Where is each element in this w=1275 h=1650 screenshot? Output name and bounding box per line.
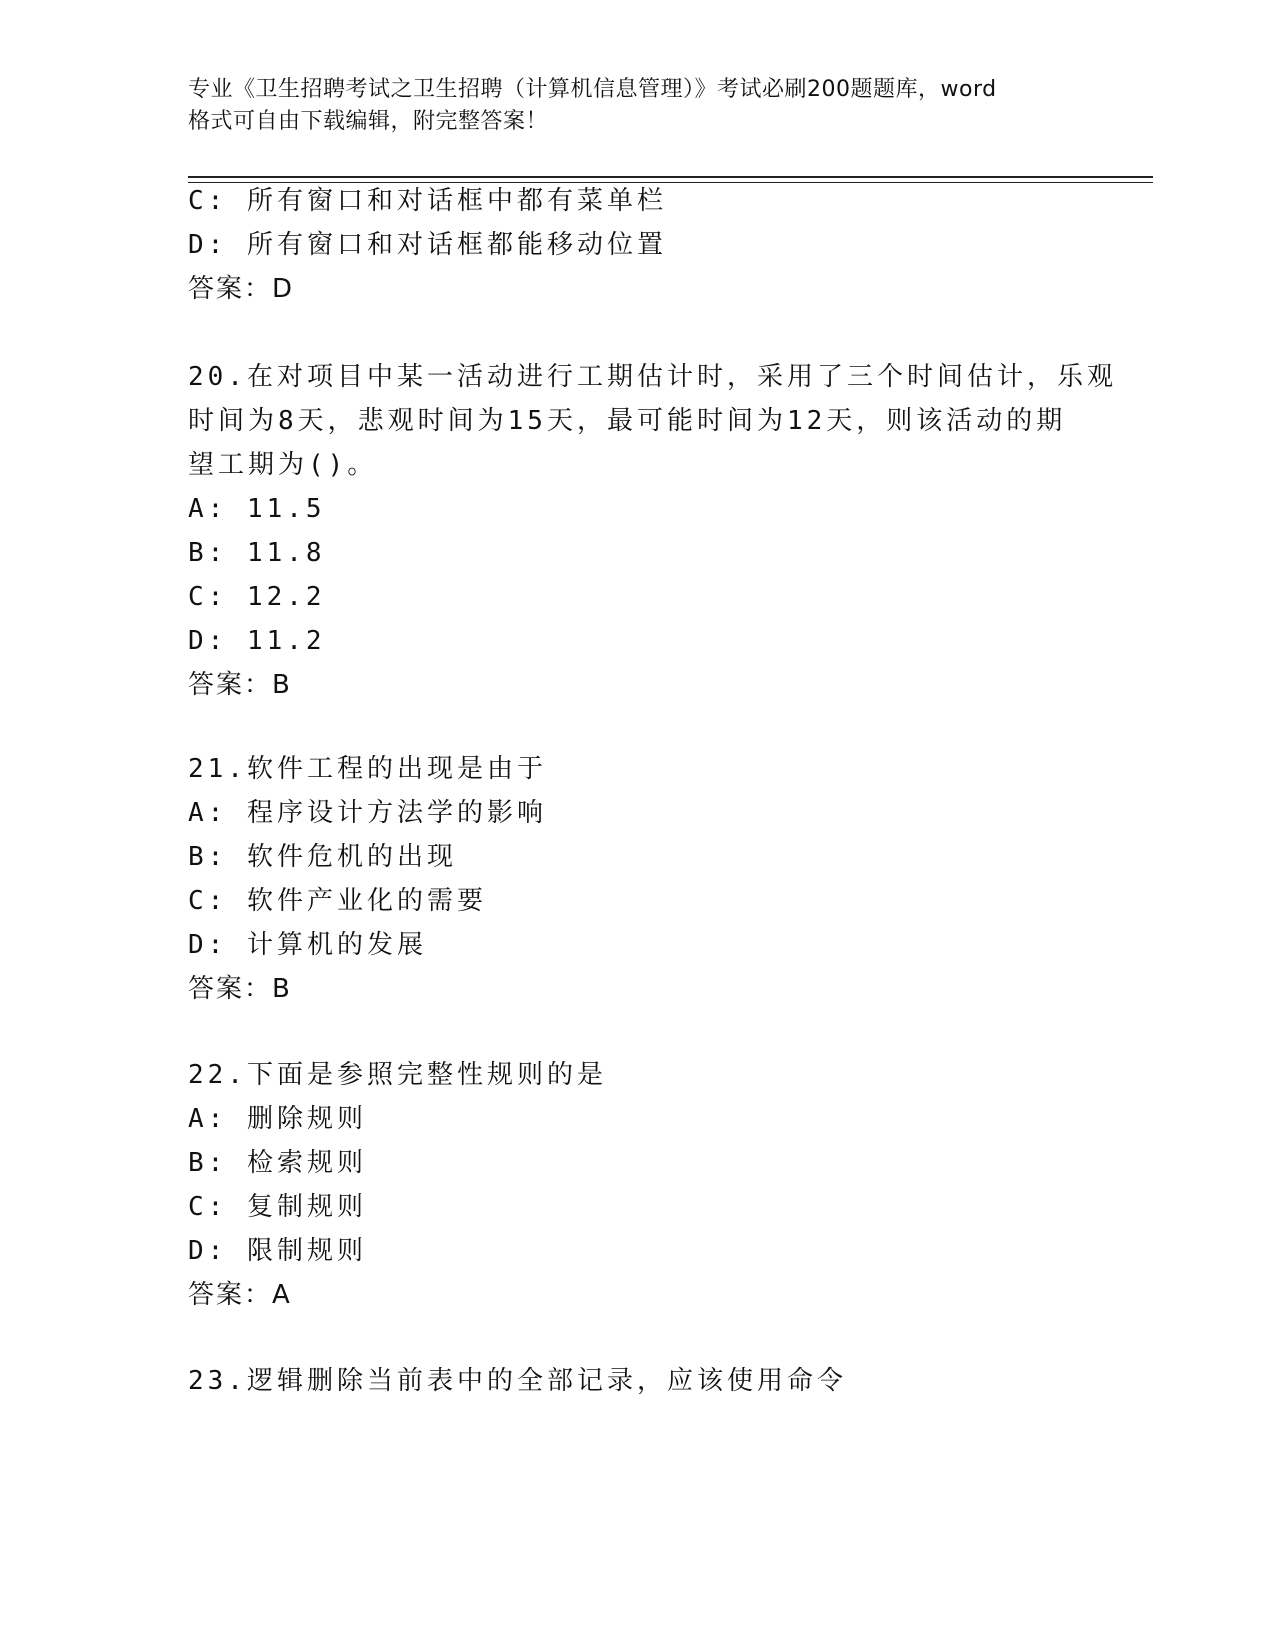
q22-option-b: B: 检索规则 (188, 1148, 367, 1178)
q21-option-a: A: 程序设计方法学的影响 (188, 798, 547, 828)
header-divider-thin (188, 182, 1153, 183)
header-divider-thick (188, 176, 1153, 178)
q20-stem-line-2: 时间为8天，悲观时间为15天，最可能时间为12天，则该活动的期 (188, 406, 1067, 436)
header-line-1: 专业《卫生招聘考试之卫生招聘（计算机信息管理）》考试必刷200题题库，word (188, 77, 997, 102)
q20-stem-line-1: 20.在对项目中某一活动进行工期估计时，采用了三个时间估计，乐观 (188, 362, 1117, 392)
q20-option-b: B: 11.8 (188, 538, 326, 568)
q22-option-a: A: 删除规则 (188, 1104, 367, 1134)
q20-option-c: C: 12.2 (188, 582, 326, 612)
header-line-2: 格式可自由下载编辑，附完整答案！ (188, 109, 549, 134)
q22-stem: 22.下面是参照完整性规则的是 (188, 1060, 607, 1090)
q21-stem: 21.软件工程的出现是由于 (188, 754, 547, 784)
q20-option-d: D: 11.2 (188, 626, 326, 656)
document-header (188, 74, 1088, 138)
q20-answer: 答案：B (188, 670, 292, 700)
q20-stem-line-3: 望工期为()。 (188, 450, 378, 480)
q21-answer: 答案：B (188, 974, 292, 1004)
q20-option-a: A: 11.5 (188, 494, 326, 524)
q19-answer: 答案：D (188, 274, 295, 304)
q21-option-d: D: 计算机的发展 (188, 930, 427, 960)
q22-answer: 答案：A (188, 1280, 292, 1310)
q22-option-d: D: 限制规则 (188, 1236, 367, 1266)
q21-option-b: B: 软件危机的出现 (188, 842, 457, 872)
q21-option-c: C: 软件产业化的需要 (188, 886, 487, 916)
q19-option-c: C: 所有窗口和对话框中都有菜单栏 (188, 186, 667, 216)
q19-option-d: D: 所有窗口和对话框都能移动位置 (188, 230, 667, 260)
q23-stem: 23.逻辑删除当前表中的全部记录，应该使用命令 (188, 1366, 847, 1396)
q22-option-c: C: 复制规则 (188, 1192, 367, 1222)
